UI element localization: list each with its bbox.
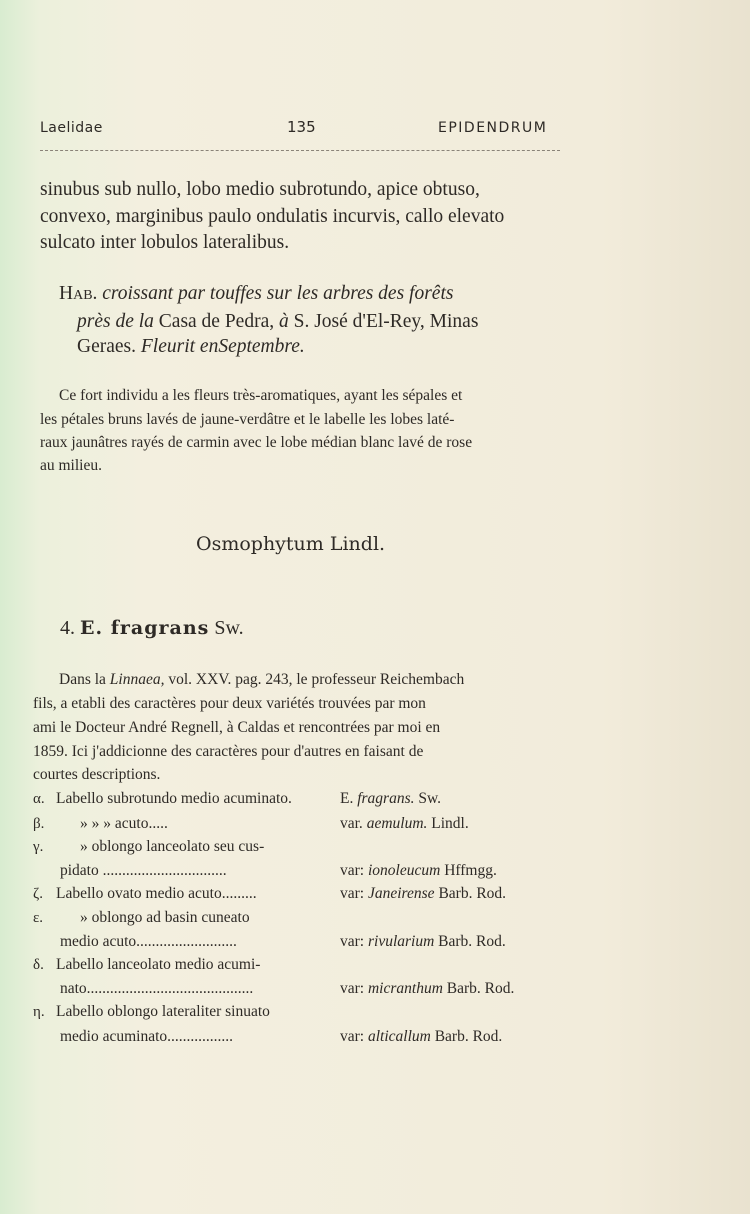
species-number: 4. xyxy=(60,617,75,639)
paragraph-line: 1859. Ici j'addicionne des caractères pour d'autres en faisant de xyxy=(33,743,424,760)
key-label: nato........................................... xyxy=(60,980,254,997)
key-variety: var: alticallum Barb. Rod. xyxy=(340,1028,503,1045)
habitat-label: Hab. xyxy=(59,283,98,304)
habitat-line xyxy=(59,281,453,307)
description-line: sinubus sub nullo, lobo medio subrotundo, apice obtuso, xyxy=(40,179,480,200)
key-letter: δ. xyxy=(33,957,44,973)
key-label: Labello ovato medio acuto......... xyxy=(56,885,257,902)
key-label: » » » acuto..... xyxy=(80,815,168,832)
section-title: Osmophytum Lindl. xyxy=(196,533,386,555)
key-letter: ε. xyxy=(33,910,44,926)
habitat-text: à xyxy=(279,311,289,332)
species-name: E. fragrans xyxy=(80,617,210,639)
key-variety: var: micranthum Barb. Rod. xyxy=(340,980,515,997)
key-variety: var: Janeirense Barb. Rod. xyxy=(340,885,507,902)
note-line: Ce fort individu a les fleurs très-aromatiques, ayant les sépales et xyxy=(59,387,463,404)
key-label: medio acuminato................. xyxy=(60,1028,234,1045)
paragraph-text: Dans la xyxy=(59,671,106,688)
paragraph-text: vol. XXV. pag. 243, le professeur Reichembach xyxy=(168,671,465,688)
key-label: Labello lanceolato medio acumi- xyxy=(56,956,261,973)
habitat-place: S. José d'El-Rey, Minas xyxy=(293,311,479,332)
habitat-text: près de la xyxy=(77,311,154,332)
key-letter: γ. xyxy=(33,839,44,855)
habitat-place: Geraes. xyxy=(77,336,137,357)
key-variety: var: ionoleucum Hffmgg. xyxy=(340,862,497,879)
paragraph-line: fils, a etabli des caractères pour deux variétés trouvées par mon xyxy=(33,695,426,712)
description-line: convexo, marginibus paulo ondulatis incurvis, callo elevato xyxy=(40,206,505,227)
note-line: raux jaunâtres rayés de carmin avec le lobe médian blanc lavé de rose xyxy=(40,434,473,451)
key-letter: η. xyxy=(33,1004,45,1020)
page-number: 135 xyxy=(287,118,316,136)
paragraph-line xyxy=(59,668,464,691)
running-header-genus: EPIDENDRUM xyxy=(438,120,548,136)
paragraph-line: ami le Docteur André Regnell, à Caldas et rencontrées par moi en xyxy=(33,719,441,736)
key-variety: var. aemulum. Lindl. xyxy=(340,815,469,832)
key-label: Labello oblongo lateraliter sinuato xyxy=(56,1003,270,1020)
key-variety: var: rivularium Barb. Rod. xyxy=(340,933,506,950)
journal-name: Linnaea, xyxy=(109,671,165,688)
paragraph-line: courtes descriptions. xyxy=(33,766,161,783)
header-rule xyxy=(40,150,560,151)
habitat-place: Casa de Pedra, xyxy=(158,311,275,332)
key-letter: β. xyxy=(33,816,45,832)
habitat-line xyxy=(77,309,478,335)
description-line: sulcato inter lobulos lateralibus. xyxy=(40,232,290,253)
key-variety: E. fragrans. Sw. xyxy=(340,790,442,807)
key-label: medio acuto.......................... xyxy=(60,933,237,950)
running-header-family: Laelidae xyxy=(40,120,103,136)
habitat-text: croissant par touffes sur les arbres des forêts xyxy=(102,283,454,304)
key-label: » oblongo ad basin cuneato xyxy=(80,909,250,926)
species-heading xyxy=(60,617,244,640)
flowering-time: Fleurit enSeptembre. xyxy=(140,336,305,357)
note-line: au milieu. xyxy=(40,457,102,474)
note-line: les pétales bruns lavés de jaune-verdâtre et le labelle les lobes laté- xyxy=(40,411,455,428)
key-letter: α. xyxy=(33,791,45,807)
key-label: pidato ................................ xyxy=(60,862,227,879)
key-label: Labello subrotundo medio acuminato. xyxy=(56,790,292,807)
habitat-line xyxy=(77,334,305,360)
species-author: Sw. xyxy=(214,617,244,639)
key-letter: ζ. xyxy=(33,886,43,902)
key-label: » oblongo lanceolato seu cus- xyxy=(80,838,265,855)
